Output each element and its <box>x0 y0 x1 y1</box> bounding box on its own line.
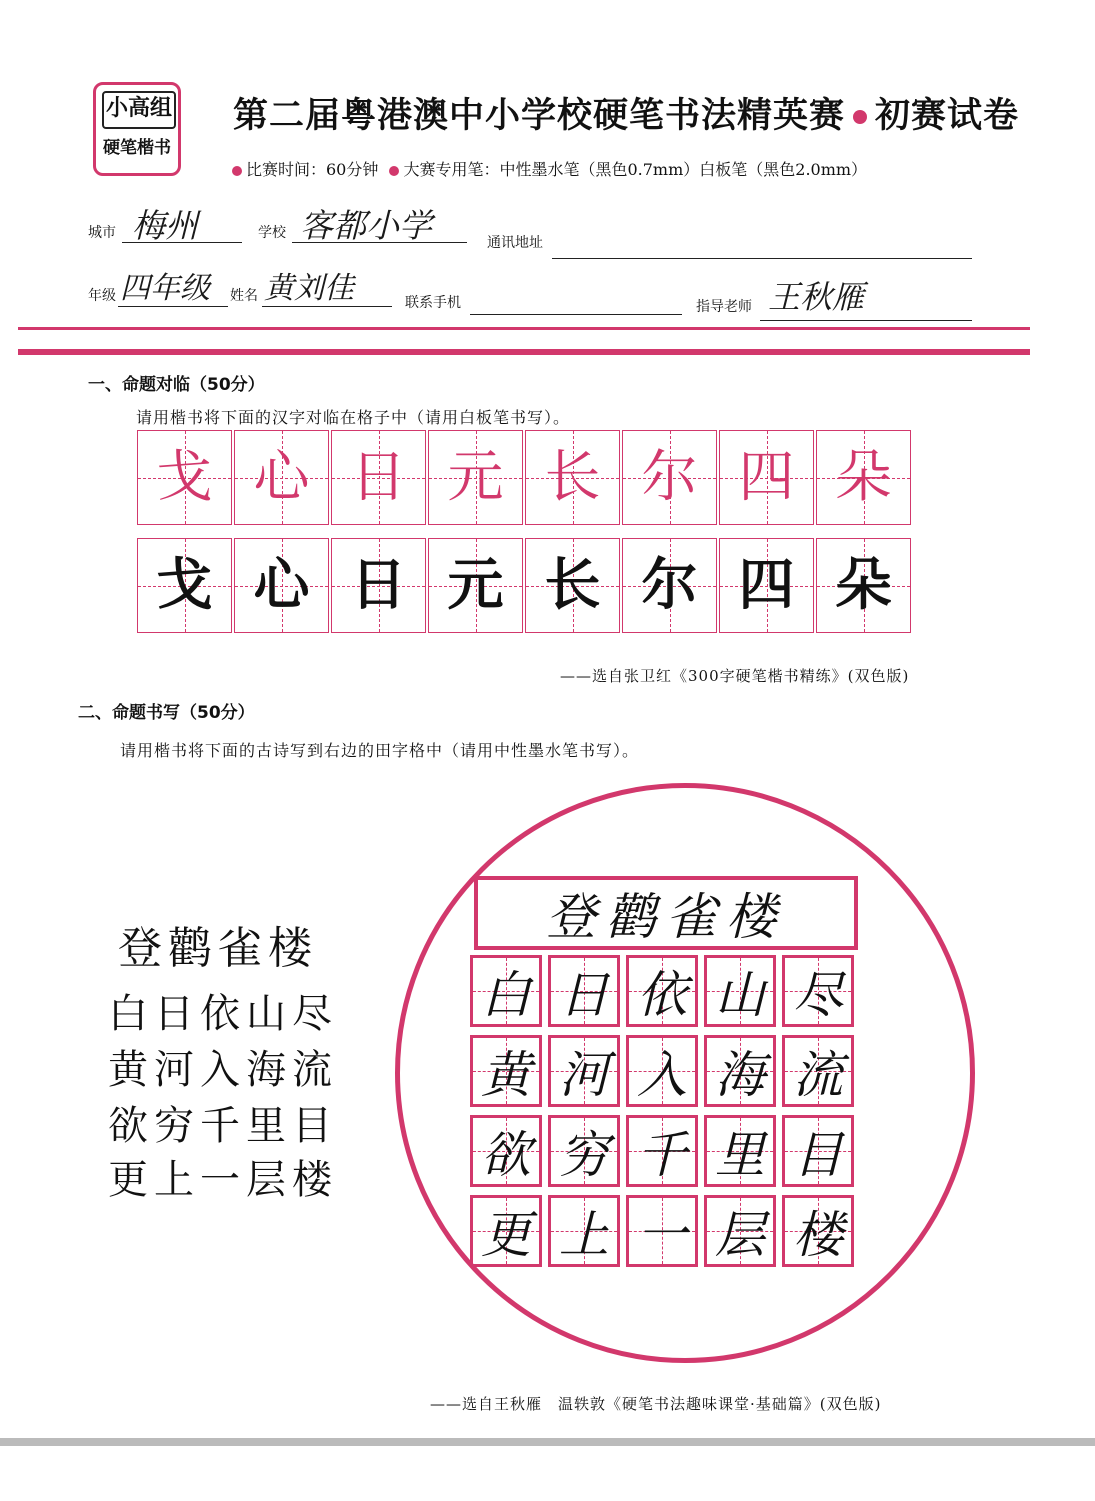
model-grid <box>137 430 913 525</box>
written-char: 依 <box>637 966 687 1024</box>
model-cell <box>719 430 814 525</box>
written-char: 更 <box>481 1206 531 1264</box>
poem-cell[interactable] <box>704 1115 776 1187</box>
header-divider <box>18 327 1030 330</box>
copy-char: 心 <box>253 552 310 618</box>
poem-grid <box>470 955 860 1275</box>
written-char: 山 <box>715 966 765 1024</box>
title-tail: 初赛试卷 <box>875 96 1020 136</box>
name-line <box>262 306 392 307</box>
model-char: 日 <box>350 444 407 510</box>
written-char: 尽 <box>793 966 843 1024</box>
section2-heading: 二、命题书写（50分） <box>78 703 255 723</box>
copy-char: 长 <box>544 552 601 618</box>
poem-cell[interactable] <box>470 1035 542 1107</box>
bullet-icon <box>389 166 399 176</box>
school-line <box>292 242 467 243</box>
written-char: 欲 <box>481 1126 531 1184</box>
model-char: 心 <box>253 444 310 510</box>
poem-cell[interactable] <box>626 955 698 1027</box>
copy-grid <box>137 538 913 633</box>
section2-instruction: 请用楷书将下面的古诗写到右边的田字格中（请用中性墨水笔书写）。 <box>120 741 640 760</box>
copy-cell[interactable] <box>816 538 911 633</box>
model-cell <box>525 430 620 525</box>
model-cell <box>428 430 523 525</box>
teacher-value[interactable]: 王秋雁 <box>768 278 865 316</box>
written-title: 登鹳雀楼 <box>546 888 786 946</box>
copy-cell[interactable] <box>428 538 523 633</box>
model-char: 元 <box>447 444 504 510</box>
city-value[interactable]: 梅州 <box>132 206 198 245</box>
written-char: 层 <box>715 1206 765 1264</box>
category-label: 硬笔楷书 <box>103 138 171 158</box>
poem-title: 登鹳雀楼 <box>118 923 318 974</box>
name-label: 姓名 <box>230 288 258 304</box>
copy-cell[interactable] <box>525 538 620 633</box>
poem-cell[interactable] <box>782 1115 854 1187</box>
teacher-line <box>760 320 972 321</box>
copy-cell[interactable] <box>137 538 232 633</box>
poem-cell[interactable] <box>782 1195 854 1267</box>
pen-info: 大赛专用笔：中性墨水笔（黑色0.7mm）白板笔（黑色2.0mm） <box>403 160 868 179</box>
model-cell <box>234 430 329 525</box>
group-label: 小高组 <box>102 91 176 129</box>
copy-char: 日 <box>350 552 407 618</box>
poem-cell[interactable] <box>626 1115 698 1187</box>
written-char: 日 <box>559 966 609 1024</box>
poem-cell[interactable] <box>470 1195 542 1267</box>
section1-instruction: 请用楷书将下面的汉字对临在格子中（请用白板笔书写）。 <box>136 408 571 427</box>
school-label: 学校 <box>258 225 286 241</box>
grade-label: 年级 <box>88 288 116 304</box>
written-char: 目 <box>793 1126 843 1184</box>
copy-char: 戈 <box>156 552 213 618</box>
group-badge <box>93 82 181 176</box>
poem-cell[interactable] <box>548 1035 620 1107</box>
poem-line: 黄河入海流 <box>108 1047 338 1093</box>
bullet-icon <box>232 166 242 176</box>
written-char: 白 <box>481 966 531 1024</box>
poem-cell[interactable] <box>626 1035 698 1107</box>
section1-heading: 一、命题对临（50分） <box>88 375 265 395</box>
title-dot-icon <box>853 110 867 124</box>
page-title <box>233 88 1019 138</box>
poem-cell[interactable] <box>548 955 620 1027</box>
school-value[interactable]: 客都小学 <box>300 206 432 245</box>
poem-cell[interactable] <box>782 955 854 1027</box>
written-char: 黄 <box>481 1046 531 1104</box>
model-cell <box>622 430 717 525</box>
poem-cell[interactable] <box>782 1035 854 1107</box>
written-char: 海 <box>715 1046 765 1104</box>
address-line[interactable] <box>552 258 972 259</box>
copy-cell[interactable] <box>234 538 329 633</box>
copy-cell[interactable] <box>622 538 717 633</box>
model-cell <box>137 430 232 525</box>
poem-line: 更上一层楼 <box>108 1157 338 1203</box>
copy-char: 尔 <box>641 552 698 618</box>
teacher-label: 指导老师 <box>696 299 752 315</box>
poem-line: 欲穷千里目 <box>108 1103 338 1149</box>
written-char: 流 <box>793 1046 843 1104</box>
copy-cell[interactable] <box>719 538 814 633</box>
written-char: 楼 <box>793 1206 843 1264</box>
section2-citation: ——选自王秋雁 温轶敦《硬笔书法趣味课堂·基础篇》(双色版) <box>430 1395 882 1413</box>
poem-cell[interactable] <box>470 1115 542 1187</box>
time-info: 比赛时间：60分钟 <box>246 160 379 179</box>
grade-line <box>118 306 228 307</box>
model-char: 长 <box>544 444 601 510</box>
poem-cell[interactable] <box>626 1195 698 1267</box>
city-label: 城市 <box>88 225 116 241</box>
exam-info <box>232 157 867 180</box>
section1-citation: ——选自张卫红《300字硬笔楷书精练》(双色版) <box>560 667 910 685</box>
model-cell <box>331 430 426 525</box>
city-line <box>122 242 242 243</box>
model-char: 尔 <box>641 444 698 510</box>
copy-char: 朵 <box>835 552 892 618</box>
header-divider-thick <box>18 349 1030 355</box>
name-value[interactable]: 黄刘佳 <box>264 271 354 306</box>
written-char: 里 <box>715 1126 765 1184</box>
poem-cell[interactable] <box>548 1115 620 1187</box>
written-char: 千 <box>637 1126 687 1184</box>
copy-char: 四 <box>738 552 795 618</box>
model-char: 朵 <box>835 444 892 510</box>
model-char: 戈 <box>156 444 213 510</box>
copy-cell[interactable] <box>331 538 426 633</box>
phone-label: 联系手机 <box>405 295 461 311</box>
model-char: 四 <box>738 444 795 510</box>
written-char: 入 <box>637 1046 687 1104</box>
title-main: 第二届粤港澳中小学校硬笔书法精英赛 <box>233 96 846 136</box>
written-char: 上 <box>559 1206 609 1264</box>
poem-line: 白日依山尽 <box>108 991 338 1037</box>
copy-char: 元 <box>447 552 504 618</box>
written-char: 一 <box>637 1206 687 1264</box>
written-char: 河 <box>559 1046 609 1104</box>
poem-cell[interactable] <box>548 1195 620 1267</box>
bottom-rule <box>0 1438 1095 1446</box>
poem-cell[interactable] <box>704 1195 776 1267</box>
poem-cell[interactable] <box>470 955 542 1027</box>
address-label: 通讯地址 <box>487 235 543 251</box>
poem-cell[interactable] <box>704 1035 776 1107</box>
written-char: 穷 <box>559 1126 609 1184</box>
model-cell <box>816 430 911 525</box>
poem-cell[interactable] <box>704 955 776 1027</box>
written-title-box[interactable] <box>474 876 858 950</box>
phone-line[interactable] <box>470 314 682 315</box>
grade-value[interactable]: 四年级 <box>120 271 210 306</box>
